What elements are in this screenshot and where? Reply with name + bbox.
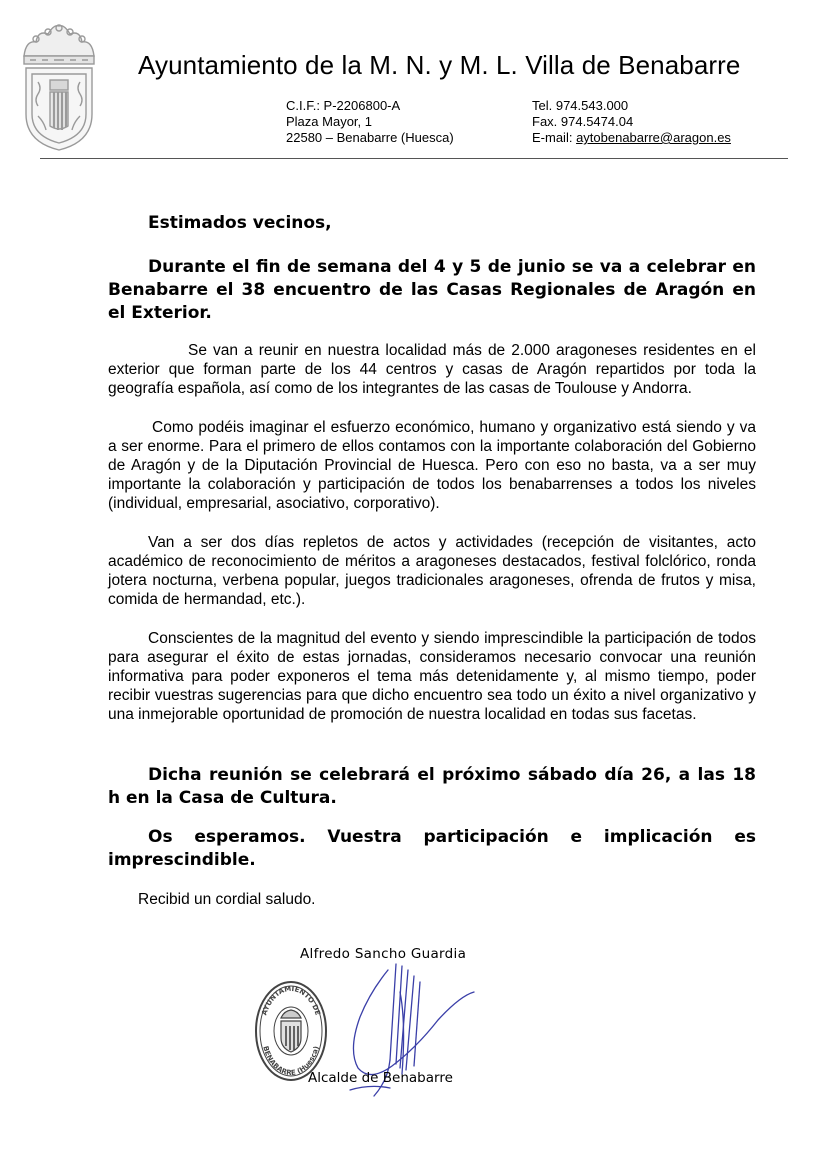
svg-text:BENABARRE (Huesca): BENABARRE (Huesca) [261, 1045, 321, 1078]
paragraph-5 [108, 629, 756, 724]
paragraph-7-text: Os esperamos. Vuestra participación e implicación es imprescindible. [108, 827, 756, 870]
fax-line: Fax. 974.5474.04 [532, 114, 634, 129]
paragraph-2-text: Se van a reunir en nuestra localidad más de 2.000 aragoneses residentes en el exterior que forman parte de los 44 centros y casas de Aragón repartidos por toda la geografía española, así como de los integrantes de las casas de Toulouse y Andorra. [108, 342, 756, 397]
letterhead-title: Ayuntamiento de la M. N. y M. L. Villa de Benabarre [138, 50, 741, 80]
cif-line: C.I.F.: P-2206800-A [286, 98, 401, 113]
greeting: Estimados vecinos, [148, 213, 332, 233]
header-divider [40, 158, 788, 159]
signer-title: Alcalde de Benabarre [308, 1070, 453, 1086]
paragraph-1-text: Durante el fin de semana del 4 y 5 de junio se va a celebrar en Benabarre el 38 encuentro de las Casas Regionales de Aragón en el Exterior. [108, 257, 756, 323]
paragraph-1 [108, 256, 756, 325]
phone-line: Tel. 974.543.000 [532, 98, 629, 113]
paragraph-4 [108, 533, 756, 609]
contact-phone-block [532, 98, 731, 146]
contact-address-block [286, 98, 454, 146]
paragraph-3 [108, 418, 756, 513]
address-line-1: Plaza Mayor, 1 [286, 114, 372, 129]
paragraph-3-text: Como podéis imaginar el esfuerzo económico, humano y organizativo está siendo y va a ser enorme. Para el primero de ellos contamos con la importante colaboración del Gobierno de Aragón y de la Diputación Provincial de Huesca. Pero con eso no basta, va a ser muy importante la colaboración y participación de todos los benabarrenses a todos los niveles (individual, empresarial, asociativo, corporativo). [108, 419, 756, 512]
paragraph-7 [108, 826, 756, 872]
paragraph-4-text: Van a ser dos días repletos de actos y actividades (recepción de visitantes, acto académico de reconocimiento de méritos a aragoneses destacados, festival folclórico, ronda jotera nocturna, verbena popular, juegos tradicionales aragoneses, ofrenda de frutos y misa, comida de hermandad, etc.). [108, 534, 756, 608]
paragraph-2 [108, 341, 756, 398]
svg-text:AYUNTAMIENTO DE: AYUNTAMIENTO DE [260, 984, 322, 1017]
address-line-2: 22580 – Benabarre (Huesca) [286, 130, 454, 145]
email-label: E-mail: [532, 130, 577, 145]
closing-line: Recibid un cordial saludo. [138, 891, 316, 908]
official-seal [254, 980, 328, 1082]
paragraph-5-text: Conscientes de la magnitud del evento y siendo imprescindible la participación de todos para asegurar el éxito de estas jornadas, consideramos necesario convocar una reunión informativa para poder exponeros el tema más detenidamente y, al mismo tiempo, poder recibir vuestras sugerencias para que dicho encuentro sea todo un éxito a nivel organizativo y una inmejorable oportunidad de promoción de nuestra localidad en todas sus facetas. [108, 630, 756, 723]
email-link[interactable]: aytobenabarre@aragon.es [576, 130, 731, 145]
signer-name: Alfredo Sancho Guardia [300, 946, 467, 962]
paragraph-6-text: Dicha reunión se celebrará el próximo sábado día 26, a las 18 h en la Casa de Cultura. [108, 765, 756, 808]
paragraph-6 [108, 764, 756, 810]
coat-of-arms-logo [16, 22, 102, 154]
email-line [532, 130, 731, 146]
